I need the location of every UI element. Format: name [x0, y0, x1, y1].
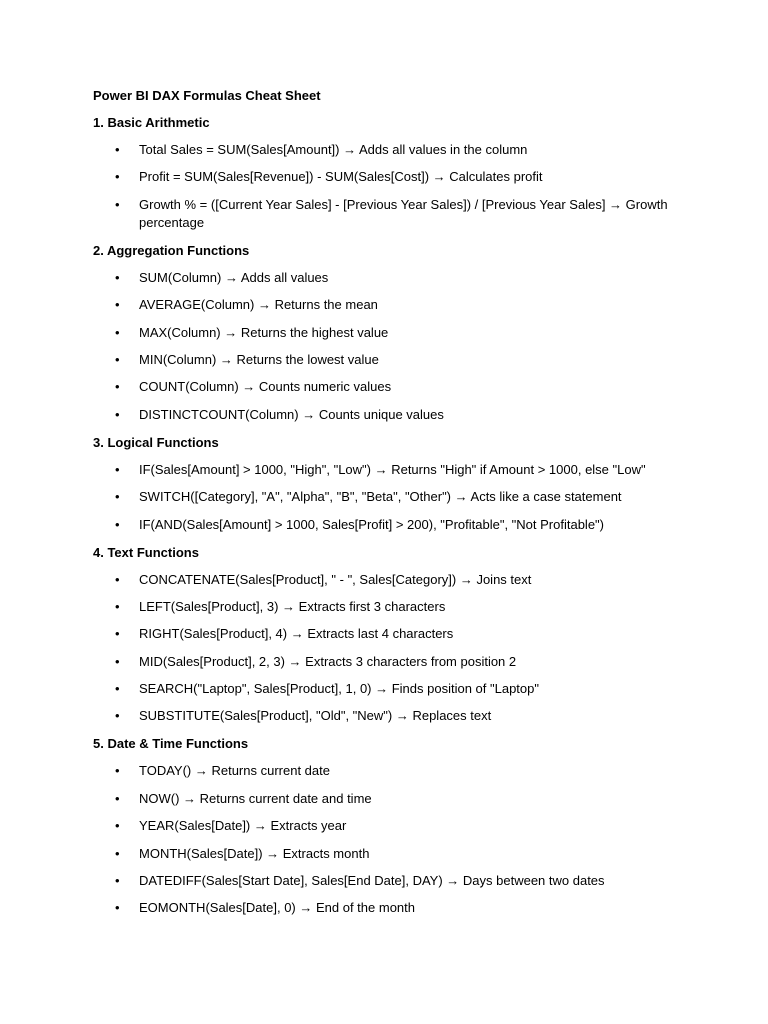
list-item-text: DISTINCTCOUNT(Column) → Counts unique values — [139, 406, 444, 422]
bullet-icon: • — [115, 169, 120, 185]
list-item — [93, 707, 673, 725]
list-item — [93, 598, 673, 616]
section-text-functions — [93, 544, 673, 726]
bullet-icon: • — [115, 461, 120, 477]
list-item — [93, 296, 673, 314]
bullet-icon: • — [115, 708, 120, 724]
formula-list — [93, 269, 673, 424]
bullet-icon: • — [115, 653, 120, 669]
list-item-text: SWITCH([Category], "A", "Alpha", "B", "Beta", "Other") → Acts like a case statement — [139, 489, 622, 505]
list-item-text: AVERAGE(Column) → Returns the mean — [139, 297, 378, 313]
list-item — [93, 625, 673, 643]
list-item — [93, 196, 673, 232]
section-heading: 5. Date & Time Functions — [93, 736, 249, 752]
list-item-text: NOW() → Returns current date and time — [139, 790, 372, 806]
list-item-text: IF(AND(Sales[Amount] > 1000, Sales[Profit] > 200), "Profitable", "Not Profitable") — [139, 516, 604, 532]
section-heading: 1. Basic Arithmetic — [93, 115, 210, 130]
bullet-icon: • — [115, 873, 120, 889]
list-item-text: COUNT(Column) → Counts numeric values — [139, 379, 392, 395]
list-item — [93, 269, 673, 287]
formula-list — [93, 762, 673, 917]
list-item-text: LEFT(Sales[Product], 3) → Extracts first 3 characters — [139, 598, 446, 614]
bullet-icon: • — [115, 351, 120, 367]
formula-list — [93, 571, 673, 726]
list-item-text: SUM(Column) → Adds all values — [139, 269, 329, 285]
list-item — [93, 141, 673, 159]
bullet-icon: • — [115, 297, 120, 313]
bullet-icon: • — [115, 845, 120, 861]
list-item — [93, 680, 673, 698]
bullet-icon: • — [115, 681, 120, 697]
section-heading: 2. Aggregation Functions — [93, 242, 250, 258]
section-logical-functions — [93, 434, 673, 534]
list-item-text: Total Sales = SUM(Sales[Amount]) → Adds all values in the column — [139, 142, 528, 157]
list-item-text: CONCATENATE(Sales[Product], " - ", Sales[Category]) → Joins text — [139, 571, 532, 587]
section-date-time-functions — [93, 735, 673, 917]
list-item-text: Profit = SUM(Sales[Revenue]) - SUM(Sales[Cost]) → Calculates profit — [139, 169, 543, 185]
list-item — [93, 324, 673, 342]
list-item — [93, 817, 673, 835]
list-item-text: SUBSTITUTE(Sales[Product], "Old", "New") → Replaces text — [139, 708, 492, 724]
list-item — [93, 872, 673, 890]
list-item — [93, 461, 673, 479]
list-item-text: TODAY() → Returns current date — [139, 763, 330, 779]
list-item-text: MID(Sales[Product], 2, 3) → Extracts 3 characters from position 2 — [139, 653, 517, 669]
list-item-text: YEAR(Sales[Date]) → Extracts year — [139, 818, 347, 834]
list-item — [93, 378, 673, 396]
section-heading: 4. Text Functions — [93, 544, 199, 560]
list-item-text: MONTH(Sales[Date]) → Extracts month — [139, 845, 370, 861]
bullet-icon: • — [115, 626, 120, 642]
list-item — [93, 790, 673, 808]
bullet-icon: • — [115, 196, 120, 212]
formula-list — [93, 141, 673, 232]
list-item-text: Growth % = ([Current Year Sales] - [Previous Year Sales]) / [Previous Year Sales] → Growth percentage — [139, 196, 668, 230]
list-item — [93, 488, 673, 506]
list-item — [93, 351, 673, 369]
list-item-text: RIGHT(Sales[Product], 4) → Extracts last 4 characters — [139, 626, 454, 642]
list-item — [93, 571, 673, 589]
list-item — [93, 516, 673, 534]
bullet-icon: • — [115, 269, 120, 285]
list-item — [93, 653, 673, 671]
bullet-icon: • — [115, 406, 120, 422]
list-item-text: MIN(Column) → Returns the lowest value — [139, 351, 379, 367]
bullet-icon: • — [115, 790, 120, 806]
list-item-text: EOMONTH(Sales[Date], 0) → End of the month — [139, 900, 415, 916]
list-item — [93, 845, 673, 863]
section-basic-arithmetic — [93, 114, 673, 232]
list-item-text: DATEDIFF(Sales[Start Date], Sales[End Date], DAY) → Days between two dates — [139, 873, 605, 889]
formula-list — [93, 461, 673, 534]
list-item — [93, 899, 673, 917]
list-item — [93, 168, 673, 186]
section-heading: 3. Logical Functions — [93, 434, 219, 450]
list-item — [93, 406, 673, 424]
list-item-text: SEARCH("Laptop", Sales[Product], 1, 0) → Finds position of "Laptop" — [139, 681, 539, 697]
list-item-text: MAX(Column) → Returns the highest value — [139, 324, 389, 340]
bullet-icon: • — [115, 598, 120, 614]
bullet-icon: • — [115, 900, 120, 916]
list-item — [93, 762, 673, 780]
bullet-icon: • — [115, 818, 120, 834]
list-item-text: IF(Sales[Amount] > 1000, "High", "Low") → Returns "High" if Amount > 1000, else "Low" — [139, 461, 646, 477]
bullet-icon: • — [115, 489, 120, 505]
bullet-icon: • — [115, 516, 120, 532]
section-aggregation-functions — [93, 242, 673, 424]
document-page — [93, 87, 673, 927]
bullet-icon: • — [115, 571, 120, 587]
bullet-icon: • — [115, 324, 120, 340]
bullet-icon: • — [115, 142, 120, 157]
bullet-icon: • — [115, 763, 120, 779]
bullet-icon: • — [115, 379, 120, 395]
document-title: Power BI DAX Formulas Cheat Sheet — [93, 88, 321, 103]
